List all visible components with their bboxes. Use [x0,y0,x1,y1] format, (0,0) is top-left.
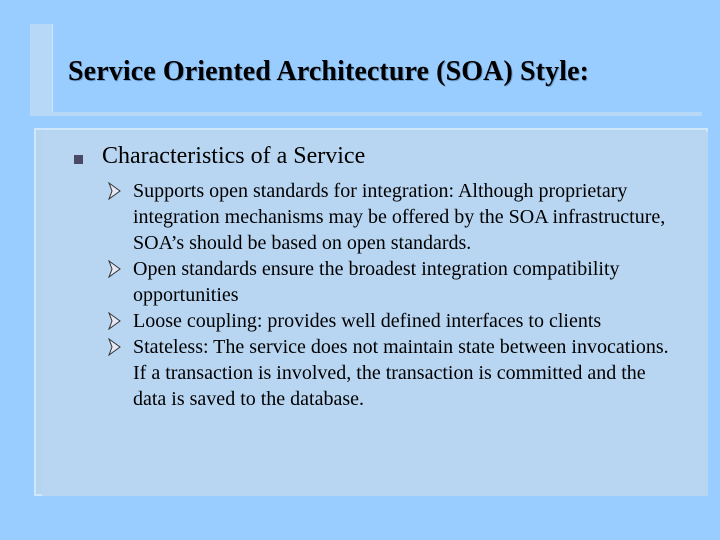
arrow-right-bullet-icon [108,260,121,278]
sub-bullet-text: Supports open standards for integration: Although proprietary integration mechanisms may be offered by the SOA infrastructure, SOA’s should be based on open standards. [133,180,666,254]
sub-bullet-text: Stateless: The service does not maintain state between invocations. If a transaction is involved, the transaction is committed and the data is saved to the database. [133,336,669,410]
sub-bullet-text: Loose coupling: provides well defined interfaces to clients [133,310,602,332]
sub-bullet-text: Open standards ensure the broadest integration compatibility opportunities [133,258,620,306]
arrow-right-bullet-icon [108,312,121,330]
main-bullet-text: Characteristics of a Service [102,143,366,169]
list-item [108,178,683,256]
title-underline-bar [30,112,702,116]
arrow-right-bullet-icon [108,338,121,356]
list-item [108,308,683,334]
arrow-right-bullet-icon [108,182,121,200]
title-accent-bar [30,24,53,116]
list-item [108,334,683,412]
square-bullet-icon [74,155,83,164]
list-item [108,256,683,308]
sub-bullet-list [108,178,683,412]
slide-title: Service Oriented Architecture (SOA) Style: [68,56,590,87]
